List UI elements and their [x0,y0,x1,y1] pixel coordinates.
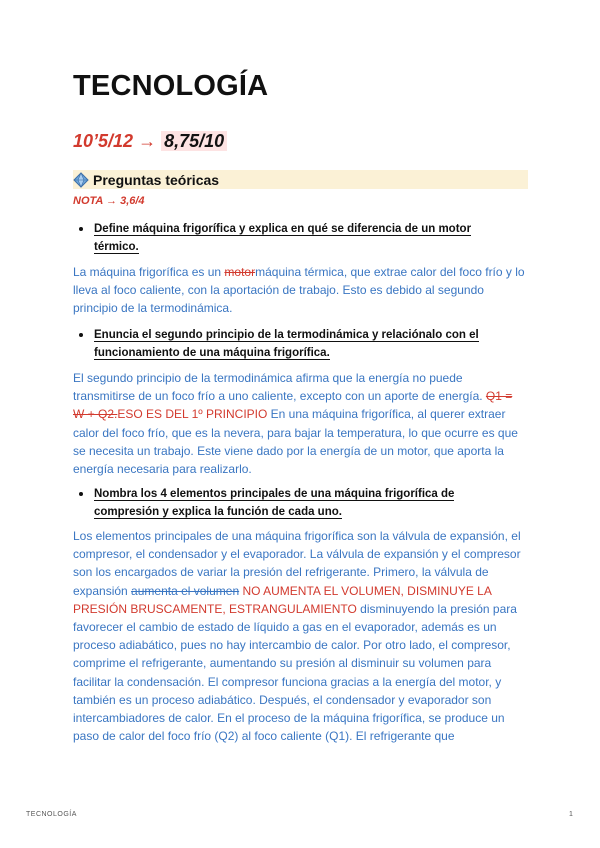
answer-2-correction: ESO ES DEL 1º PRINCIPIO [117,407,268,422]
answer-3-strikethrough: aumenta el volumen [131,583,240,598]
nota-label: NOTA [73,195,103,207]
question-3 [94,485,504,521]
answer-3 [73,527,525,745]
question-1 [94,220,504,256]
answer-2-strikethrough: Q1 = W + Q2. [73,389,513,422]
arrow-icon: → [106,195,118,207]
gem-icon [73,172,89,188]
answer-3-part-1: Los elementos principales de una máquina frigorífica son la válvula de expansión, el compresor, el condensador y el evaporador. La válvula de expansión y el compresor son los encargados de variar la presión del refrigerante. Primero, la válvula de expansión [73,529,521,598]
nota-line [73,195,145,207]
question-2-text: Enuncia el segundo principio de la termodinámica y relaciónalo con el funcionamiento de una máquina frigorífica. [94,329,479,359]
answer-1-part-2: máquina térmica, que extrae calor del foco frío y lo lleva al foco caliente, con la aportación de trabajo. Esto es debido al segundo principio de la termodinámica. [73,265,525,316]
answer-2 [73,369,525,478]
answer-1 [73,263,525,318]
answer-3-correction: NO AUMENTA EL VOLUMEN, DISMINUYE LA PRESIÓN BRUSCAMENTE, ESTRANGULAMIENTO [73,583,492,616]
answer-2-part-1: El segundo principio de la termodinámica afirma que la energía no puede transmitirse de un foco frío a uno caliente, excepto con un aporte de energía. [73,371,486,404]
score-line [73,131,227,152]
page-number: 1 [569,811,573,818]
question-1-text: Define máquina frigorífica y explica en qué se diferencia de un motor térmico. [94,223,472,253]
nota-value: 3,6/4 [120,195,145,207]
answer-1-strikethrough: motor [224,265,256,279]
footer-title: TECNOLOGÍA [26,811,77,818]
question-2 [94,326,504,362]
question-3-text: Nombra los 4 elementos principales de una máquina frigorífica de compresión y explica la función de cada uno. [94,488,455,518]
page-title: TECNOLOGÍA [73,70,269,102]
score-original: 10’5/12 [73,131,134,151]
answer-3-part-2: disminuyendo la presión para favorecer el cambio de estado de líquido a gas en el evaporador, además es un proceso adiabático, pues no hay intercambio de calor. Por otro lado, el compresor, comprime el refrigerante, aumentando su presión al disminuir su volumen para facilitar la condensación. El compresor funciona gracias a la energía del motor, y también es un proceso adiabático. Después, el condensador y evaporador son intercambiadores de calor. En el proceso de la máquina frigorífica, se produce un paso de calor del foco frío (Q2) al foco caliente (Q1). El refrigerante que [73,601,517,744]
score-final: 8,75/10 [161,131,227,151]
answer-1-part-1: La máquina frigorífica es un [73,265,225,279]
arrow-icon: → [138,131,157,151]
section-heading-text: Preguntas teóricas [93,171,220,188]
section-heading [73,170,528,189]
answer-2-part-2: En una máquina frigorífica, al querer extraer calor del foco frío, que es la nevera, para bajar la temperatura, lo que ocurre es que se necesita un trabajo. Este viene dado por la energía de un motor, que aporta la energía necesaria para realizarlo. [73,407,518,477]
